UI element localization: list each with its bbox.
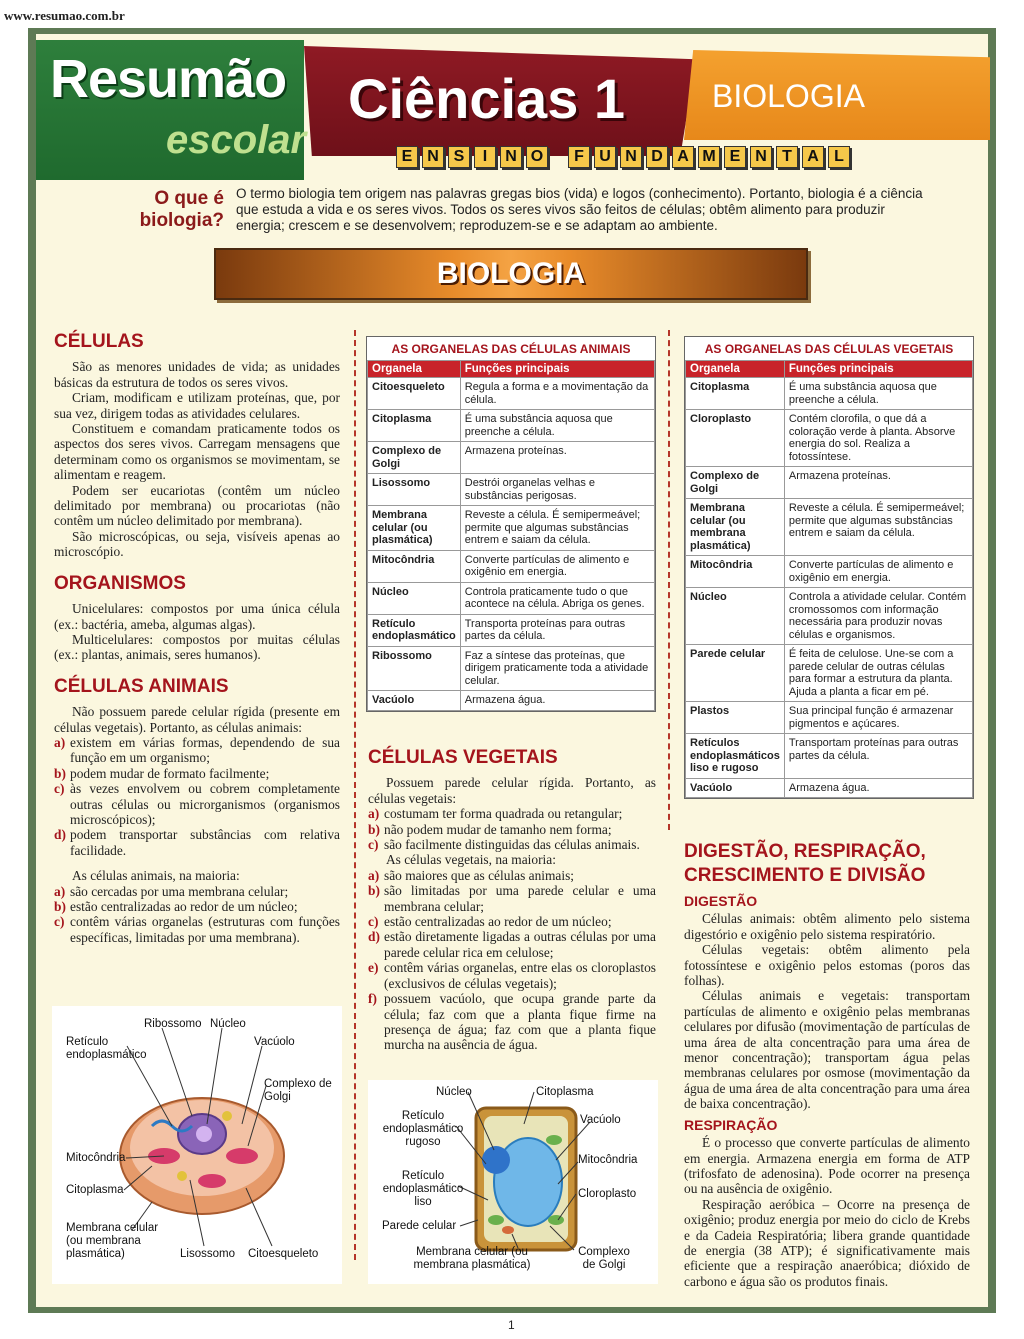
list-item: [368, 991, 656, 1053]
label-citoplasma: Citoplasma: [536, 1086, 594, 1098]
animal-table-header-organela: Organela: [368, 361, 461, 378]
list-letter: c): [368, 914, 379, 930]
subject-label: BIOLOGIA: [712, 78, 865, 114]
organelle-name: Citoesqueleto: [368, 378, 461, 410]
organelle-function: Armazena proteínas.: [460, 442, 654, 474]
level-tile: N: [422, 146, 444, 168]
label-golgi: Complexo de Golgi: [578, 1246, 630, 1271]
animais-list-2: [54, 884, 340, 946]
table-row: [368, 550, 655, 582]
organelle-function: Contém clorofila, o que dá a coloração verde à planta. Absorve energia do sol. Realiza a fotossíntese.: [784, 410, 972, 467]
table-row: [686, 378, 973, 410]
level-tile: N: [620, 146, 642, 168]
level-tile: L: [828, 146, 850, 168]
list-letter: b): [368, 821, 380, 837]
level-tiles: [396, 146, 850, 168]
table-row: [368, 506, 655, 551]
list-item: [368, 960, 656, 991]
list-item: [54, 735, 340, 766]
label-parede: Parede celular: [382, 1220, 457, 1232]
label-lisossomo: Lisossomo: [180, 1248, 235, 1260]
table-row: [368, 582, 655, 614]
celulas-p5: São microscópicas, ou seja, visíveis apenas ao microscópio.: [54, 528, 340, 560]
column-divider-right: [668, 330, 670, 830]
label-citoesqueleto: Citoesqueleto: [248, 1248, 319, 1260]
table-row: [368, 614, 655, 646]
organelle-function: Regula a forma e a movimentação da célula.: [460, 378, 654, 410]
level-tile: F: [568, 146, 590, 168]
list-text: estão diretamente ligadas a outras células por uma parede celular rica em celulose;: [384, 929, 656, 960]
animais-intro: Não possuem parede celular rígida (presente em células vegetais). Portanto, as células animais:: [54, 704, 340, 735]
table-row: [368, 442, 655, 474]
list-text: existem em várias formas, dependendo de sua função em um organismo;: [70, 734, 340, 766]
list-letter: d): [54, 827, 66, 843]
organelle-name: Membrana celular (ou membrana plasmática): [686, 499, 785, 556]
site-url: www.resumao.com.br: [4, 8, 125, 23]
plant-table-title: AS ORGANELAS DAS CÉLULAS VEGETAIS: [704, 342, 954, 356]
level-tile: A: [802, 146, 824, 168]
digestao-p1: Células animais: obtêm alimento pelo sistema digestório e oxigênio pelo sistema respiratório.: [684, 911, 970, 942]
list-letter: b): [54, 765, 66, 781]
level-tile: S: [448, 146, 470, 168]
list-text: contêm várias organelas, entre elas os cloroplastos (exclusivos de células vegetais);: [384, 960, 656, 991]
digestao-p3: Células animais e vegetais: transportam partículas de alimento e oxigênio pelas membranas celulares por difusão (movimentação de partículas de uma área de alta concentração para uma área de menor concentração); transportam água pelas membranas celulares por osmose (movimentação da água de uma área de alta concentração para uma área de baixa concentração).: [684, 988, 970, 1112]
respiracao-p2: Respiração aeróbica – Ocorre na presença de oxigênio; produz energia por meio do ciclo de Krebs e da Cadeia Respiratória; libera grande quantidade de energia (38 ATP); é significativamente mais eficiente que a respiração anaeróbica; dióxido de carbono e água são os produtos finais.: [684, 1196, 970, 1289]
label-reticulo: Retículo endoplasmático: [66, 1036, 147, 1061]
list-text: possuem vacúolo, que ocupa grande parte da célula; faz com que a planta fique firme na presença de água; faz com que a planta fique murcha na ausência de água.: [384, 991, 656, 1053]
organelle-name: Lisossomo: [368, 474, 461, 506]
organelle-function: Controla praticamente tudo o que acontece na célula. Abriga os genes.: [460, 582, 654, 614]
list-text: não podem mudar de tamanho nem forma;: [384, 821, 612, 837]
label-nucleo: Núcleo: [436, 1086, 472, 1098]
list-item: [368, 822, 656, 837]
list-item: [54, 827, 340, 858]
label-reticulo-liso: Retículo endoplasmático liso: [382, 1170, 464, 1208]
celulas-p3: Constituem e comandam praticamente todos os aspectos dos seres vivos. Carregam mensagens que determinam como os organismos se movimentam, se alimentam e reagem.: [54, 421, 340, 483]
list-item: [368, 806, 656, 821]
level-tile: N: [500, 146, 522, 168]
section-banner: [214, 248, 808, 300]
organelle-name: Núcleo: [686, 588, 785, 645]
animal-organelles-table: [366, 336, 656, 712]
table-row: [686, 645, 973, 702]
label-mitocondria: Mitocôndria: [578, 1154, 638, 1166]
list-text: podem transportar substâncias com relativa facilidade.: [70, 827, 340, 858]
animal-table-header-funcoes: Funções principais: [460, 361, 654, 378]
organelle-name: Retículos endoplasmáticos liso e rugoso: [686, 734, 785, 779]
label-ribossomo: Ribossomo: [144, 1018, 202, 1030]
list-text: são maiores que as células animais;: [384, 867, 575, 883]
celulas-p1: São as menores unidades de vida; as unidades básicas da estrutura de todos os seres vivos.: [54, 359, 340, 390]
list-text: são facilmente distinguidas das células animais.: [384, 837, 640, 853]
organelle-function: Reveste a célula. É semipermeável; permite que algumas substâncias entrem e saiam da célula.: [784, 499, 972, 556]
middle-column-text: [368, 747, 656, 1053]
digestao-heading: DIGESTÃO, RESPIRAÇÃO, CRESCIMENTO E DIVISÃO: [684, 841, 926, 886]
level-tile: T: [776, 146, 798, 168]
level-tile: A: [672, 146, 694, 168]
list-letter: a): [54, 883, 66, 899]
list-letter: e): [368, 960, 379, 976]
section-banner-label: BIOLOGIA: [436, 257, 586, 290]
list-item: [368, 868, 656, 883]
organelle-name: Núcleo: [368, 582, 461, 614]
respiracao-subheading: RESPIRAÇÃO: [684, 1116, 778, 1133]
left-column: [54, 331, 340, 959]
intro-text: O termo biologia tem origem nas palavras gregas bios (vida) e logos (conhecimento). Portanto, biologia é a ciência que estuda a vida e os seres vivos. Todos os seres vivos são feitos de células; obtêm alimento para produzir energia; crescem e se desenvolvem; reproduzem-se e se adaptam ao ambiente.: [236, 186, 923, 233]
list-letter: a): [54, 734, 66, 750]
table-row: [368, 410, 655, 442]
respiracao-p1: É o processo que converte partículas de alimento em energia. Armazena energia em forma de ATP (trifosfato de adenosina). Pode ocorrer na presença ou na ausência de oxigênio.: [684, 1135, 970, 1197]
celulas-heading: CÉLULAS: [54, 331, 144, 352]
list-letter: c): [368, 837, 379, 853]
digestao-subheading: DIGESTÃO: [684, 893, 758, 909]
organelle-function: Destrói organelas velhas e substâncias perigosas.: [460, 474, 654, 506]
plant-organelles-table: [684, 336, 974, 799]
label-vacuolo: Vacúolo: [580, 1114, 621, 1126]
table-row: [368, 691, 655, 711]
table-row: [686, 556, 973, 588]
list-letter: a): [368, 867, 380, 883]
organelle-name: Membrana celular (ou plasmática): [368, 506, 461, 551]
level-tile: E: [724, 146, 746, 168]
list-item: [54, 884, 340, 899]
list-text: contêm várias organelas (estruturas com funções específicas, limitadas por uma membrana).: [70, 914, 340, 945]
list-text: às vezes envolvem ou cobrem completamente outras células ou microrganismos (organismos microscópicos);: [70, 781, 340, 827]
table-row: [686, 778, 973, 798]
list-text: são cercadas por uma membrana celular;: [70, 883, 289, 899]
list-text: costumam ter forma quadrada ou retangular;: [384, 806, 623, 822]
level-tile: U: [594, 146, 616, 168]
organelle-name: Citoplasma: [368, 410, 461, 442]
list-item: [368, 883, 656, 914]
celulas-p4: Podem ser eucariotas (contêm um núcleo delimitado por membrana) ou procariotas (não contêm um núcleo delimitado por membrana).: [54, 482, 340, 529]
list-text: podem mudar de formato facilmente;: [70, 765, 270, 781]
organelle-name: Retículo endoplasmático: [368, 614, 461, 646]
list-item: [54, 899, 340, 914]
table-row: [686, 410, 973, 467]
organismos-heading: ORGANISMOS: [54, 572, 186, 594]
organelle-function: É feita de celulose. Une-se com a parede celular de outras células para formar a estrutura da planta. Ajuda a planta a ficar em pé.: [784, 645, 972, 702]
celulas-p2: Criam, modificam e utilizam proteínas, que, por sua vez, dirigem todas as atividades celulares.: [54, 390, 340, 421]
animal-table-title: AS ORGANELAS DAS CÉLULAS ANIMAIS: [391, 342, 631, 356]
level-tile: E: [396, 146, 418, 168]
right-column-text: [684, 840, 970, 1289]
organelle-name: Cloroplasto: [686, 410, 785, 467]
list-letter: c): [54, 914, 65, 930]
plant-table-header-organela: Organela: [686, 361, 785, 378]
organelle-function: Transporta proteínas para outras partes da célula.: [460, 614, 654, 646]
level-tile: D: [646, 146, 668, 168]
organelle-function: Armazena água.: [460, 691, 654, 711]
organelle-name: Complexo de Golgi: [686, 467, 785, 499]
vegetais-intro2: As células vegetais, na maioria:: [386, 852, 556, 868]
table-row: [686, 467, 973, 499]
organelle-function: Transportam proteínas para outras partes da célula.: [784, 734, 972, 779]
animais-list: [54, 735, 340, 858]
table-row: [686, 499, 973, 556]
table-row: [686, 702, 973, 734]
digestao-p2: Células vegetais: obtêm alimento pela fotossíntese e oxigênio pelos estomas (poros das folhas).: [684, 942, 970, 989]
level-tile: N: [750, 146, 772, 168]
organelle-name: Mitocôndria: [368, 550, 461, 582]
level-tile: O: [526, 146, 548, 168]
list-item: [368, 929, 656, 960]
organelle-function: Reveste a célula. É semipermeável; permite que algumas substâncias entrem e saiam da célula.: [460, 506, 654, 551]
list-item: [54, 766, 340, 781]
label-mitocondria: Mitocôndria: [66, 1152, 126, 1164]
list-letter: b): [54, 899, 66, 914]
page-number: 1: [508, 1318, 515, 1332]
animal-cell-diagram: [52, 1006, 342, 1286]
animais-heading: CÉLULAS ANIMAIS: [54, 675, 229, 697]
list-letter: b): [368, 883, 380, 899]
organelle-name: Parede celular: [686, 645, 785, 702]
level-tile-gap: [552, 146, 564, 168]
list-item: [368, 914, 656, 929]
organelle-function: Armazena proteínas.: [784, 467, 972, 499]
brand-subtitle: escolar: [166, 118, 307, 162]
label-membrana: Membrana celular (ou membrana plasmática): [413, 1246, 531, 1271]
list-item: [54, 781, 340, 827]
organelle-name: Mitocôndria: [686, 556, 785, 588]
list-item: [54, 914, 340, 945]
page-title: Ciências 1: [348, 67, 626, 130]
intro-question: O que é biologia?: [139, 188, 224, 231]
organelle-function: Converte partículas de alimento e oxigênio em energia.: [460, 550, 654, 582]
list-letter: c): [54, 781, 65, 797]
organelle-function: Faz a síntese das proteínas, que dirigem praticamente toda a atividade celular.: [460, 646, 654, 691]
label-reticulo-rugoso: Retículo endoplasmático rugoso: [382, 1110, 464, 1148]
organelle-name: Citoplasma: [686, 378, 785, 410]
label-membrana: Membrana celular (ou membrana plasmática): [66, 1222, 159, 1260]
organelle-name: Ribossomo: [368, 646, 461, 691]
vegetais-list-2: [368, 868, 656, 1053]
organismos-p2: Multicelulares: compostos por muitas células (ex.: plantas, animais, seres humanos).: [54, 631, 340, 663]
column-divider-left: [354, 330, 356, 1260]
table-row: [686, 588, 973, 645]
list-text: estão centralizadas ao redor de um núcleo;: [384, 914, 612, 930]
brand-title: Resumão: [50, 49, 287, 109]
label-nucleo: Núcleo: [210, 1018, 246, 1030]
vegetais-intro: Possuem parede celular rígida. Portanto, as células vegetais:: [368, 775, 656, 806]
organelle-name: Complexo de Golgi: [368, 442, 461, 474]
list-item: [368, 837, 656, 852]
organelle-name: Vacúolo: [686, 778, 785, 798]
plant-table-header-funcoes: Funções principais: [784, 361, 972, 378]
level-tile: M: [698, 146, 720, 168]
label-golgi: Complexo de Golgi: [264, 1078, 332, 1103]
organelle-name: Vacúolo: [368, 691, 461, 711]
table-row: [368, 474, 655, 506]
table-row: [368, 646, 655, 691]
vegetais-list: [368, 806, 656, 852]
organelle-function: Controla a atividade celular. Contém cromossomos com informação necessária para produzir novas células e organismos.: [784, 588, 972, 645]
table-row: [368, 378, 655, 410]
brand-block: [36, 40, 307, 180]
organelle-function: Sua principal função é armazenar pigmentos e açúcares.: [784, 702, 972, 734]
organelle-name: Plastos: [686, 702, 785, 734]
animais-intro2: As células animais, na maioria:: [72, 868, 240, 884]
list-letter: a): [368, 806, 380, 822]
list-text: estão centralizadas ao redor de um núcleo;: [70, 899, 298, 914]
organismos-p1: Unicelulares: compostos por uma única célula (ex.: bactéria, ameba, algumas algas).: [54, 601, 340, 632]
organelle-function: Armazena água.: [784, 778, 972, 798]
label-citoplasma: Citoplasma: [66, 1184, 124, 1196]
plant-cell-diagram: [368, 1080, 658, 1284]
list-text: são limitadas por uma parede celular e uma membrana celular;: [384, 883, 656, 914]
label-vacuolo: Vacúolo: [254, 1036, 295, 1048]
list-letter: f): [368, 991, 377, 1007]
vegetais-heading: CÉLULAS VEGETAIS: [368, 747, 558, 768]
table-row: [686, 734, 973, 779]
organelle-function: É uma substância aquosa que preenche a célula.: [784, 378, 972, 410]
label-cloroplasto: Cloroplasto: [578, 1188, 637, 1200]
level-tile: I: [474, 146, 496, 168]
list-letter: d): [368, 929, 380, 945]
organelle-function: É uma substância aquosa que preenche a célula.: [460, 410, 654, 442]
organelle-function: Converte partículas de alimento e oxigênio em energia.: [784, 556, 972, 588]
